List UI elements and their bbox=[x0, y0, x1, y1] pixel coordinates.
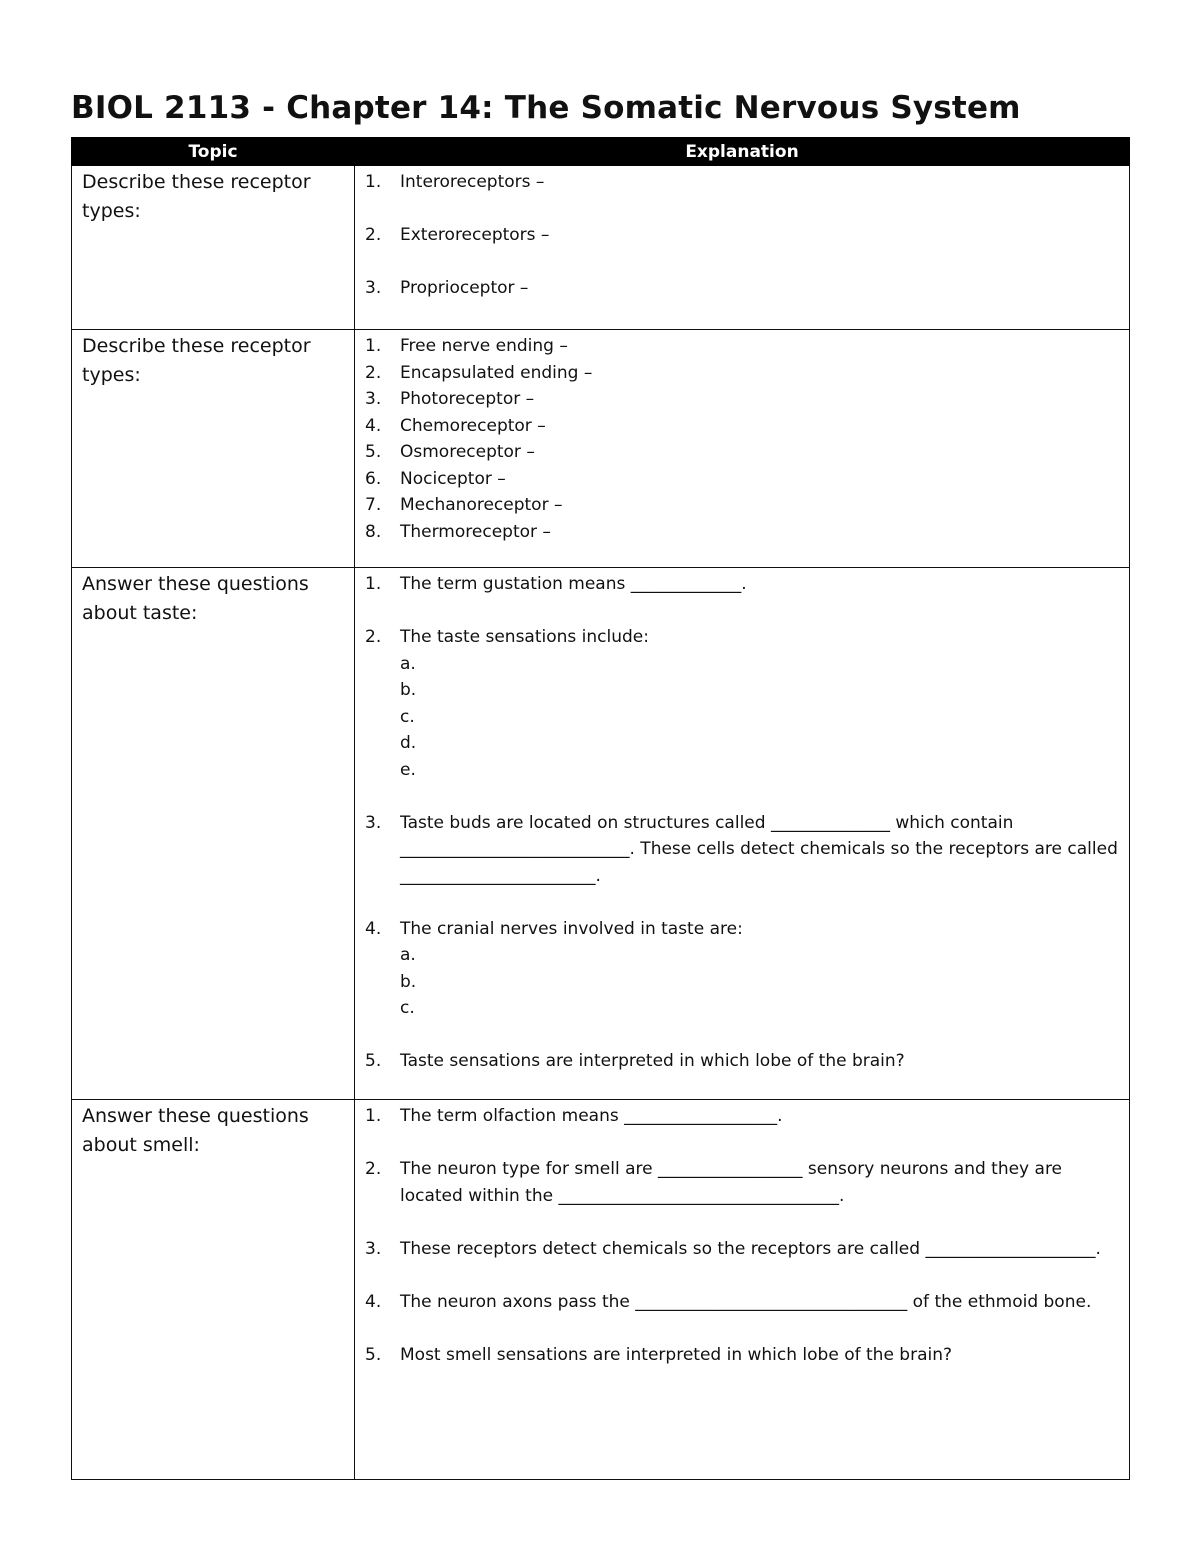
explanation-cell bbox=[355, 330, 1130, 568]
sub-item: e. bbox=[400, 759, 416, 780]
topic-cell bbox=[72, 166, 355, 330]
sub-item: b. bbox=[400, 680, 417, 700]
table-row bbox=[72, 568, 1130, 1100]
header-explanation: Explanation bbox=[355, 138, 1130, 166]
sub-item: c. bbox=[400, 998, 415, 1018]
page-title: BIOL 2113 - Chapter 14: The Somatic Nervous System bbox=[71, 90, 1021, 126]
list-item: 2. The taste sensations include: a. b. c. d. e. bbox=[365, 624, 1119, 783]
list-item: 2. The neuron type for smell are _________________ sensory neurons and they are located within the _________________________________. bbox=[365, 1159, 1063, 1206]
list-item: 5. Most smell sensations are interpreted in which lobe of the brain? bbox=[365, 1344, 953, 1365]
topic-cell bbox=[72, 1100, 355, 1480]
table-row bbox=[72, 330, 1130, 568]
header-topic: Topic bbox=[72, 138, 355, 166]
topic-cell bbox=[72, 330, 355, 568]
topic-text: Answer these questions about taste: bbox=[82, 573, 309, 624]
list-item: 5. Osmoreceptor – bbox=[365, 442, 535, 462]
list-item: 3. Photoreceptor – bbox=[365, 389, 535, 409]
list-item: 8. Thermoreceptor – bbox=[365, 521, 551, 542]
sub-item: a. bbox=[400, 653, 416, 674]
topic-text: Answer these questions about smell: bbox=[82, 1105, 309, 1156]
header-row bbox=[72, 138, 1130, 166]
list-item: 3. These receptors detect chemicals so the receptors are called ____________________. bbox=[365, 1238, 1101, 1259]
list-item: 1. Interoreceptors – bbox=[365, 172, 545, 192]
list-item: 6. Nociceptor – bbox=[365, 468, 506, 489]
worksheet-table bbox=[71, 137, 1130, 1480]
topic-text: Describe these receptor types: bbox=[82, 171, 311, 222]
list-item: 4. The neuron axons pass the ________________________________ of the ethmoid bone. bbox=[365, 1291, 1092, 1312]
sub-item: a. bbox=[400, 945, 416, 965]
table-row bbox=[72, 166, 1130, 330]
table-row bbox=[72, 1100, 1130, 1480]
list-item: 4. The cranial nerves involved in taste are: a. b. c. bbox=[365, 916, 1119, 1022]
sub-item: c. bbox=[400, 706, 415, 727]
list-item: 1. Free nerve ending – bbox=[365, 336, 568, 356]
topic-cell bbox=[72, 568, 355, 1100]
list-item: 7. Mechanoreceptor – bbox=[365, 495, 563, 515]
list-item: 1. The term gustation means _____________. bbox=[365, 574, 747, 594]
explanation-cell bbox=[355, 568, 1130, 1100]
list-item: 3. Taste buds are located on structures called ______________ which contain ___________________________. These cells detect chemicals so the receptors are called _______________________. bbox=[365, 812, 1118, 886]
list-item: 2. Exteroreceptors – bbox=[365, 225, 550, 245]
list-item: 5. Taste sensations are interpreted in which lobe of the brain? bbox=[365, 1051, 905, 1071]
list-item: 4. Chemoreceptor – bbox=[365, 415, 546, 436]
topic-text: Describe these receptor types: bbox=[82, 335, 311, 386]
sub-item: d. bbox=[400, 733, 417, 753]
list-item: 1. The term olfaction means __________________. bbox=[365, 1106, 783, 1126]
list-item: 3. Proprioceptor – bbox=[365, 278, 529, 298]
sub-item: b. bbox=[400, 971, 417, 992]
list-item: 2. Encapsulated ending – bbox=[365, 362, 593, 383]
explanation-cell bbox=[355, 166, 1130, 330]
explanation-cell bbox=[355, 1100, 1130, 1480]
